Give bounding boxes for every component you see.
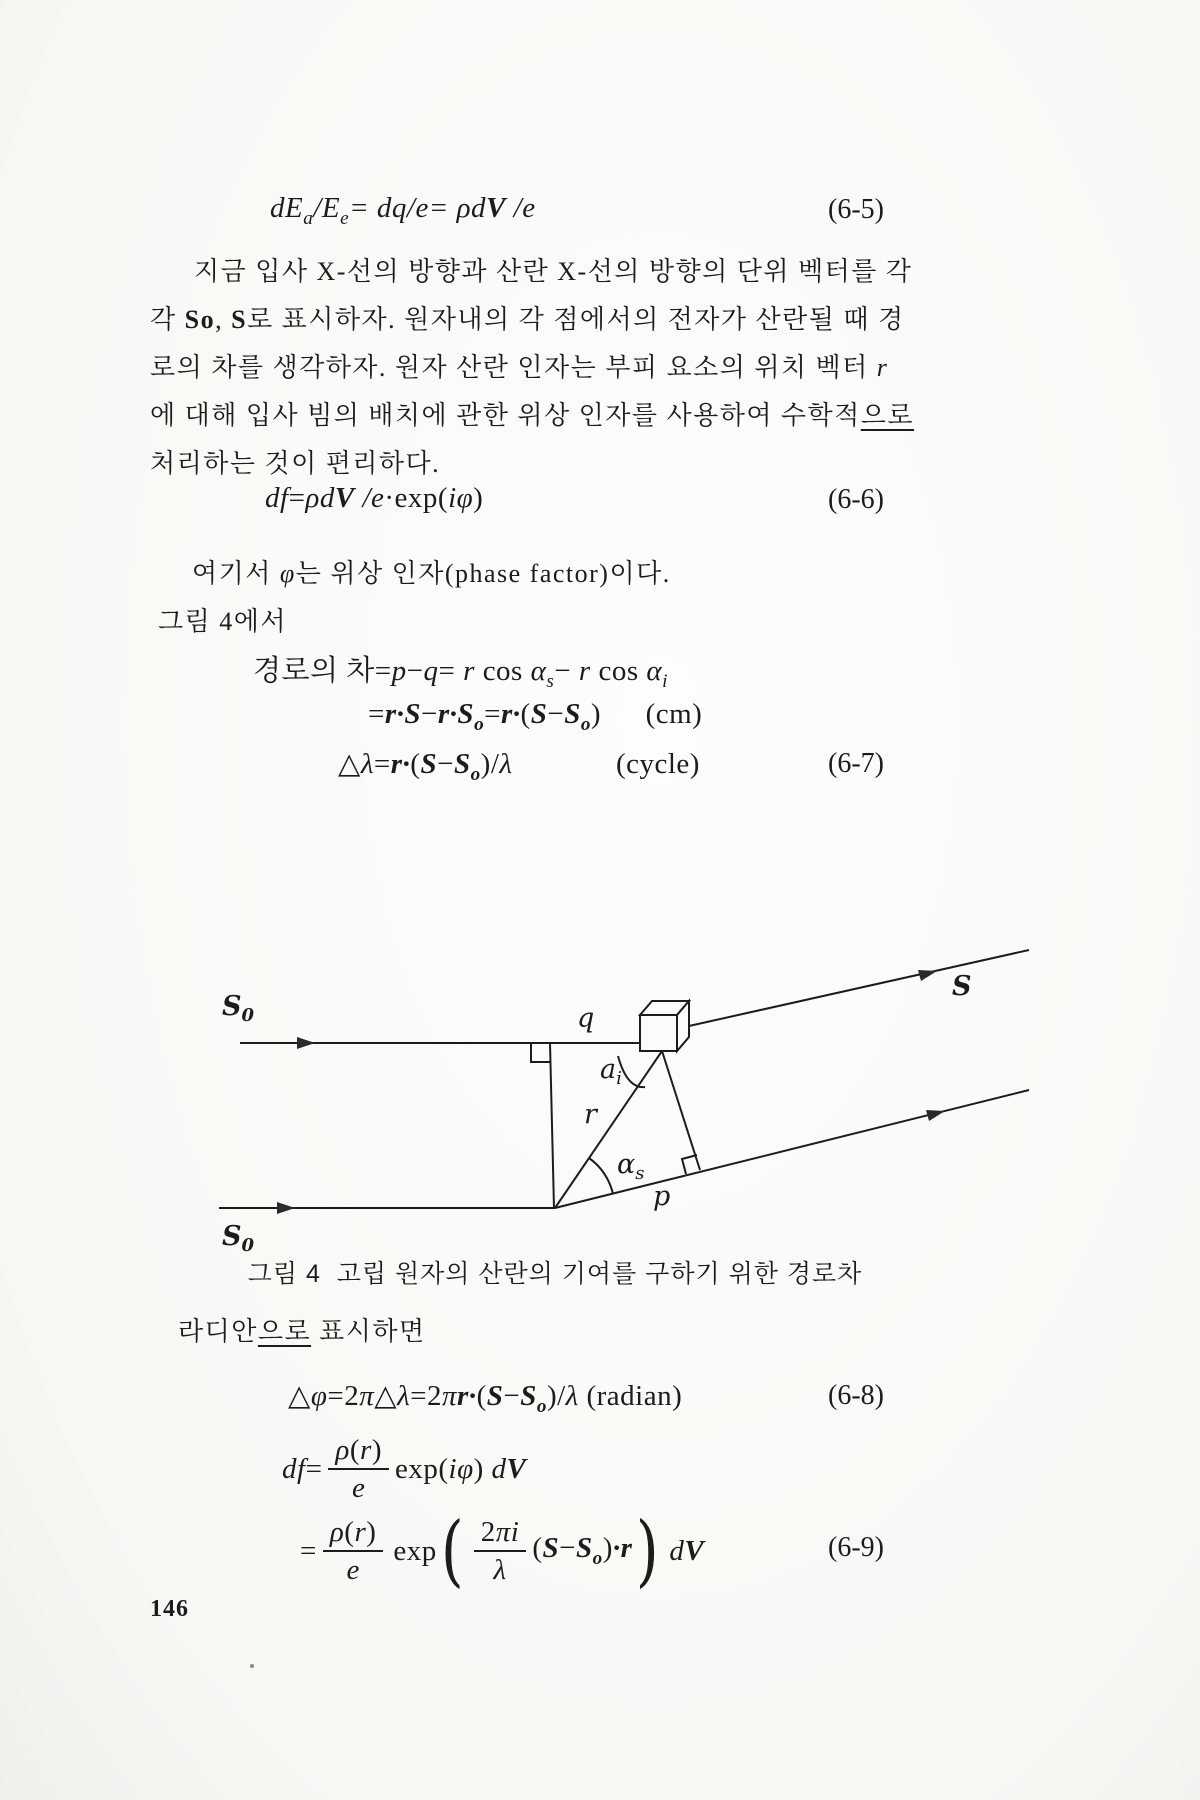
right-angle-mark-lower	[682, 1155, 697, 1174]
eq69-tail: dV	[669, 1534, 705, 1567]
exp-label: exp	[393, 1534, 437, 1567]
fraction-numerator: ρ(r)	[328, 1435, 389, 1470]
label-ai: $a_i$	[600, 1054, 622, 1089]
fraction-numerator: 2πi	[474, 1517, 527, 1552]
arrowhead-top-beam	[297, 1037, 315, 1049]
arrowhead-ray-s	[918, 970, 937, 981]
equation-number-6-5: (6-5)	[828, 194, 884, 225]
figure-reference-line: 그림 4에서	[158, 607, 287, 636]
equation-number-6-8: (6-8)	[828, 1380, 884, 1411]
label-as: $\alpha_s$	[617, 1149, 645, 1184]
arrowhead-bottom-beam	[277, 1202, 295, 1214]
label-p: p	[653, 1181, 671, 1212]
page-number: 146	[150, 1596, 189, 1622]
radian-intro-line: 라디안으로 표시하면	[178, 1317, 426, 1346]
text-line: 로의 차를 생각하자. 원자 산란 인자는 부피 요소의 위치 벡터 r	[150, 353, 889, 382]
df-tail: exp(iφ) dV	[394, 1452, 527, 1485]
text-line: 처리하는 것이 편리하다.	[150, 449, 441, 478]
equation-6-7-line1: 경로의 차=p−q= r $\cos \alpha_s- r$ $\cos \alpha_i$	[253, 655, 668, 692]
atom-perpendicular-line	[662, 1051, 700, 1170]
equation-6-7-line2: $=r\cdot S-r\cdot S_o=r\cdot(S-S_o)$ (cm)	[368, 698, 703, 735]
label-r: r	[584, 1099, 597, 1130]
label-s0-bottom: $S_0$	[222, 1221, 255, 1256]
equation-number-6-6: (6-6)	[828, 484, 884, 515]
fraction-2pii-over-lambda	[474, 1517, 527, 1586]
fraction-denominator: e	[352, 1472, 366, 1504]
equation-number-6-9: (6-9)	[828, 1532, 884, 1563]
equation-6-7-line3: $\triangle\lambda=r\cdot(S-S_o)/\lambda$ (cycle)	[338, 748, 700, 785]
text-line: 에 대해 입사 빔의 배치에 관한 위상 인자를 사용하여 수학적으로	[150, 401, 915, 430]
scan-speck	[250, 1664, 254, 1668]
fraction-rho-over-e	[328, 1435, 389, 1504]
label-q: q	[577, 1003, 595, 1034]
paragraph-intro	[150, 248, 970, 488]
fraction-denominator: λ	[493, 1554, 507, 1586]
phase-factor-line: 여기서 φ는 위상 인자(phase factor)이다.	[192, 559, 671, 588]
figure-caption: 그림 4 고립 원자의 산란의 기여를 구하기 위한 경로차	[247, 1260, 863, 1288]
angle-arc-as	[589, 1158, 613, 1194]
label-s: S	[952, 971, 972, 1002]
fraction-rho-over-e-2	[323, 1517, 384, 1586]
equation-6-8: $\triangle\varphi=2\pi\triangle\lambda=2\pi r\cdot(S-S_o)/\lambda$ (radian)	[288, 1380, 683, 1417]
right-angle-mark-top	[531, 1043, 550, 1062]
atom-cube	[640, 1001, 689, 1051]
figure-scattering-path-diagram	[140, 865, 1070, 1260]
equation-number-6-7: (6-7)	[828, 748, 884, 779]
eq69-equals: =	[300, 1534, 317, 1567]
scattered-ray-s-line	[680, 950, 1029, 1028]
equation-df-line1	[282, 1430, 526, 1508]
text-line: 각 So, S로 표시하자. 원자내의 각 점에서의 전자가 산란될 때 경	[150, 305, 905, 334]
fraction-denominator: e	[346, 1554, 360, 1586]
df-lead: df=	[282, 1452, 323, 1485]
eq69-mid: $(S-S_o)\cdot r$	[532, 1532, 633, 1569]
text-line: 지금 입사 X-선의 방향과 산란 X-선의 방향의 단위 벡터를 각	[194, 257, 913, 286]
fraction-numerator: ρ(r)	[323, 1517, 384, 1552]
equation-6-5: $dE_a/E_e= dq/e= \rho dV$ /e	[270, 192, 536, 229]
arrowhead-lower-ray	[926, 1110, 945, 1121]
perpendicular-foot-line	[550, 1043, 554, 1208]
equation-6-9: = $\frac{\rho(r)}{e}$ exp ( $\frac{2\pi i}{\lambda}$ $(S-S_o)\cdot r$ ) dV	[300, 1506, 705, 1596]
label-s0-top: $S_0$	[222, 991, 255, 1026]
equation-6-6: df=ρdV /e·exp(iφ)	[265, 482, 484, 514]
